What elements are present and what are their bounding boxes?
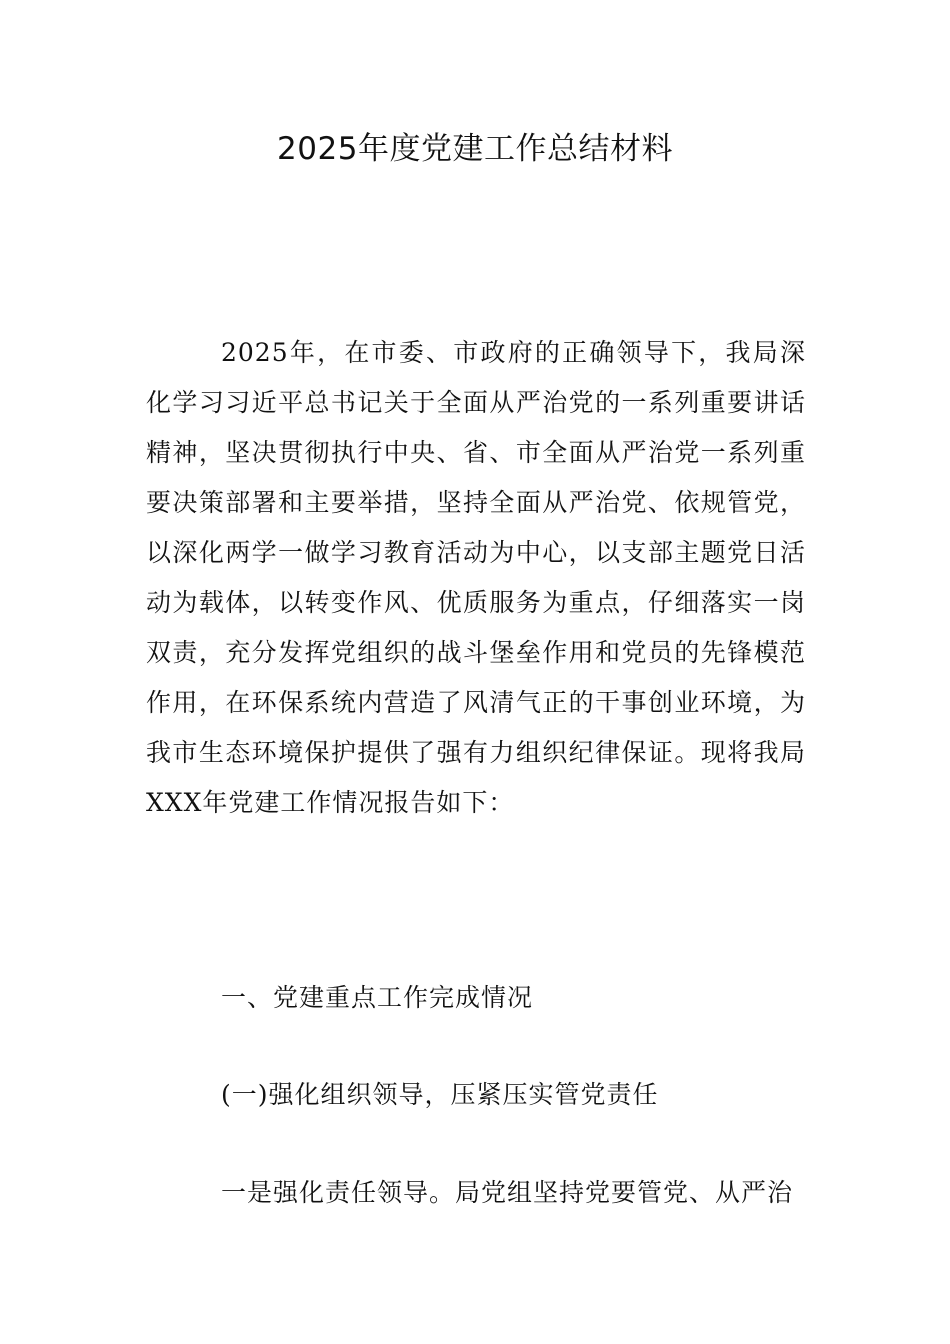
section-heading: 一、党建重点工作完成情况 — [221, 983, 534, 1012]
intro-paragraph: 2025年，在市委、市政府的正确领导下，我局深化学习习近平总书记关于全面从严治党的一系列重要讲话精神，坚决贯彻执行中央、省、市全面从严治党一系列重要决策部署和主要举措，坚持全面从严治党、依规管党，以深化两学一做学习教育活动为中心，以支部主题党日活动为载体，以转变作风、优质服务为重点，仔细落实一岗双责，充分发挥党组织的战斗堡垒作用和党员的先锋模范作用，在环保系统内营造了风清气正的干事创业环境，为我市生态环境保护提供了强有力组织纪律保证。现将我局XXX年党建工作情况报告如下： — [146, 338, 806, 817]
document-title: 2025年度党建工作总结材料 — [277, 131, 673, 167]
subsection-heading: (一)强化组织领导，压紧压实管党责任 — [221, 1080, 659, 1109]
body-paragraph: 一是强化责任领导。局党组坚持党要管党、从严治 — [221, 1178, 794, 1207]
